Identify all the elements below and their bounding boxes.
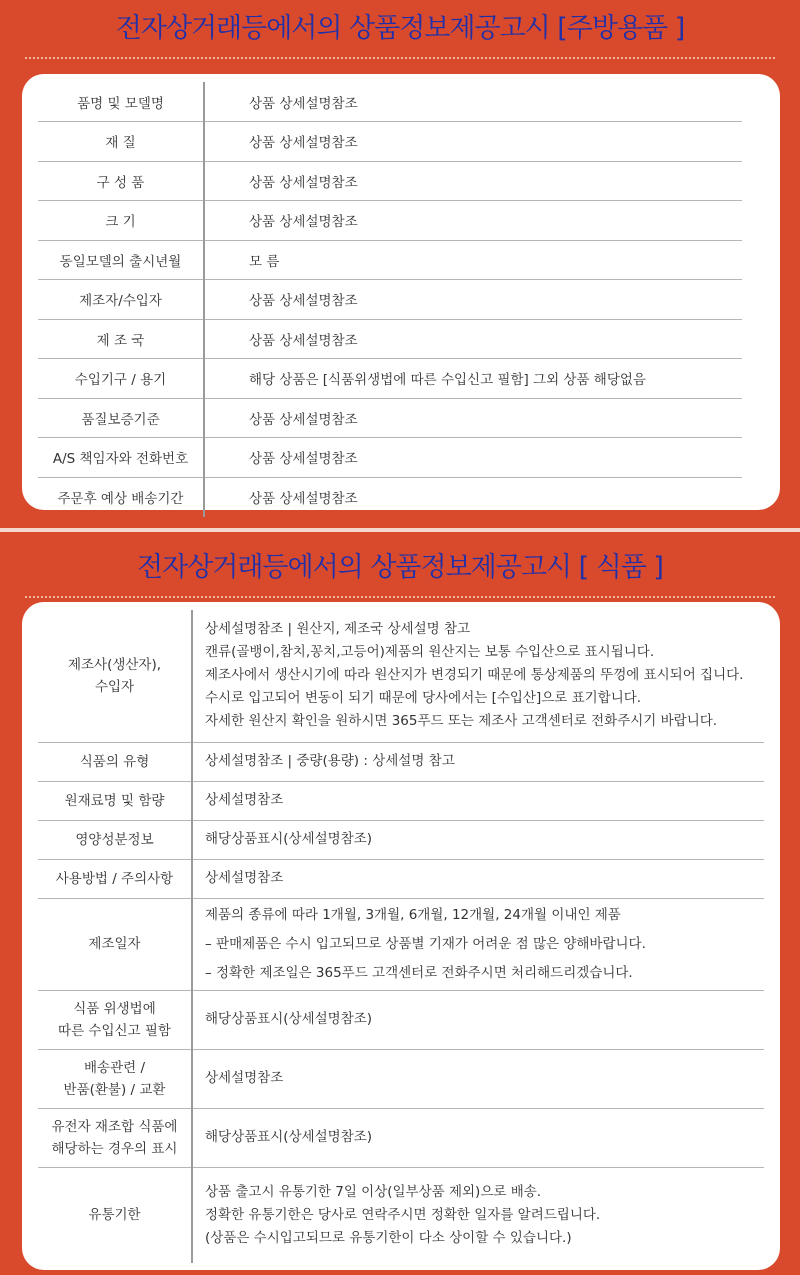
row-value-line: 자세한 원산지 확인을 원하시면 365푸드 또는 제조사 고객센터로 전화주시기 바랍니다. [205, 713, 718, 730]
row-value [192, 1167, 764, 1263]
row-label: 제 조 국 [38, 319, 204, 359]
row-label-line: 따른 수입신고 필함 [58, 1022, 171, 1039]
row-value [192, 1108, 764, 1167]
table-row [38, 280, 742, 320]
table-row [38, 319, 742, 359]
table-row [38, 161, 742, 201]
table-row [38, 477, 742, 517]
row-label [38, 610, 192, 742]
row-label [38, 781, 192, 820]
row-label-line: 수입자 [94, 678, 135, 695]
row-label-line: 원재료명 및 함량 [64, 792, 165, 809]
row-value: 상품 상세설명참조 [204, 161, 742, 201]
row-value: 모 름 [204, 240, 742, 280]
table-row [38, 781, 764, 820]
row-label-line: 반품(환불) / 교환 [63, 1081, 166, 1098]
row-label: 제조자/수입자 [38, 280, 204, 320]
row-value-line: 상세설명참조 [205, 792, 284, 808]
row-label-line: 제조일자 [88, 936, 141, 952]
table-row [38, 359, 742, 399]
row-label: 주문후 예상 배송기간 [57, 491, 184, 507]
row-label: 수입기구 / 용기 [38, 359, 204, 399]
row-label-line: 영양성분정보 [75, 831, 154, 848]
table-row [38, 990, 764, 1049]
row-value [192, 859, 764, 898]
row-value: 상품 상세설명참조 [204, 122, 742, 162]
row-value-line: (상품은 수시입고되므로 유통기한이 다소 상이할 수 있습니다.) [205, 1229, 572, 1246]
row-value: 상품 상세설명참조 [204, 82, 742, 122]
row-value-line: 캔류(골뱅이,참치,꽁치,고등어)제품의 원산지는 보통 수입산으로 표시됩니다. [205, 644, 655, 661]
row-value-line: 상세설명참조 [205, 870, 284, 886]
row-label: 품명 및 모델명 [38, 82, 204, 122]
table-row [38, 820, 764, 859]
title-divider [25, 596, 775, 598]
row-value-line: 정확한 유통기한은 당사로 연락주시면 정확한 일자를 알려드립니다. [205, 1206, 601, 1223]
food-notice-section [0, 528, 800, 1275]
row-label: 재 질 [38, 122, 204, 162]
row-label-line: 해당하는 경우의 표시 [51, 1140, 178, 1157]
row-value: 상품 상세설명참조 [204, 477, 742, 517]
row-value: 해당 상품은 [식품위생법에 따른 수입신고 필함] 그외 상품 해당없음 [204, 359, 742, 399]
row-label: 품질보증기준 [38, 398, 204, 438]
row-label-line: 유통기한 [88, 1207, 141, 1224]
kitchen-notice-title: 전자상거래등에서의 상품정보제공고시 [주방용품 ] [115, 13, 685, 44]
row-value-line: 해당상품표시(상세설명참조) [205, 1129, 373, 1145]
row-value [192, 820, 764, 859]
row-label [38, 990, 192, 1049]
row-value-line: – 정확한 제조일은 365푸드 고객센터로 전화주시면 처리해드리겠습니다. [205, 964, 633, 981]
kitchen-notice-section [0, 0, 800, 522]
row-label [38, 1049, 192, 1108]
table-row [38, 898, 764, 990]
table-row [38, 859, 764, 898]
table-row [38, 610, 764, 742]
row-label [38, 1108, 192, 1167]
row-label-line: 사용방법 / 주의사항 [55, 870, 174, 887]
row-label: A/S 책임자와 전화번호 [38, 438, 204, 478]
row-value [192, 742, 764, 781]
row-value [192, 781, 764, 820]
row-label-line: 식품 위생법에 [73, 1000, 156, 1017]
row-value-line: 수시로 입고되어 변동이 되기 때문에 당사에서는 [수입산]으로 표기합니다. [205, 690, 642, 707]
row-value: 상품 상세설명참조 [204, 319, 742, 359]
row-value-line: 상세설명참조 | 중량(용량) : 상세설명 참고 [205, 753, 455, 769]
table-row [38, 1108, 764, 1167]
row-value-line: – 판매제품은 수시 입고되므로 상품별 기재가 어려운 점 많은 양해바랍니다. [205, 935, 646, 952]
row-label: 동일모델의 출시년월 [38, 240, 204, 280]
row-value [192, 898, 764, 990]
food-info-card [22, 602, 780, 1270]
row-label [38, 859, 192, 898]
row-value-line: 제품의 종류에 따라 1개월, 3개월, 6개월, 12개월, 24개월 이내인 제품 [205, 906, 621, 923]
row-value: 상품 상세설명참조 [204, 280, 742, 320]
row-label: 크 기 [38, 201, 204, 241]
title-divider [25, 57, 775, 59]
row-value-line: 해당상품표시(상세설명참조) [205, 831, 373, 847]
table-row [38, 1049, 764, 1108]
row-label [38, 1167, 192, 1263]
row-value-line: 제조사에서 생산시기에 따라 원산지가 변경되기 때문에 통상제품의 뚜껑에 표시되어 집니다. [205, 667, 744, 684]
row-value: 상품 상세설명참조 [204, 438, 742, 478]
row-value [192, 990, 764, 1049]
table-row [38, 82, 742, 122]
row-value-line: 해당상품표시(상세설명참조) [205, 1011, 373, 1027]
row-value: 상품 상세설명참조 [204, 201, 742, 241]
table-row [38, 201, 742, 241]
row-value [192, 1049, 764, 1108]
row-value [192, 610, 764, 742]
food-notice-title: 전자상거래등에서의 상품정보제공고시 [ 식품 ] [137, 552, 663, 583]
row-label [38, 820, 192, 859]
row-label [38, 898, 192, 990]
row-label-line: 식품의 유형 [79, 753, 150, 770]
food-info-table [38, 610, 764, 1263]
row-label [38, 742, 192, 781]
row-value-line: 상세설명참조 | 원산지, 제조국 상세설명 참고 [205, 621, 471, 638]
table-row [38, 742, 764, 781]
table-row [38, 240, 742, 280]
table-row [38, 398, 742, 438]
table-row [38, 122, 742, 162]
row-value: 상품 상세설명참조 [204, 398, 742, 438]
row-value-line: 상세설명참조 [205, 1070, 284, 1086]
row-label-line: 유전자 재조합 식품에 [51, 1118, 178, 1135]
row-value-line: 상품 출고시 유통기한 7일 이상(일부상품 제외)으로 배송. [205, 1183, 542, 1200]
row-label-line: 제조사(생산자), [67, 656, 162, 673]
table-row [38, 438, 742, 478]
kitchen-info-card [22, 74, 780, 510]
table-row [38, 1167, 764, 1263]
row-label: 구 성 품 [38, 161, 204, 201]
row-label-line: 배송관련 / [83, 1059, 145, 1076]
kitchen-info-table [38, 82, 742, 517]
